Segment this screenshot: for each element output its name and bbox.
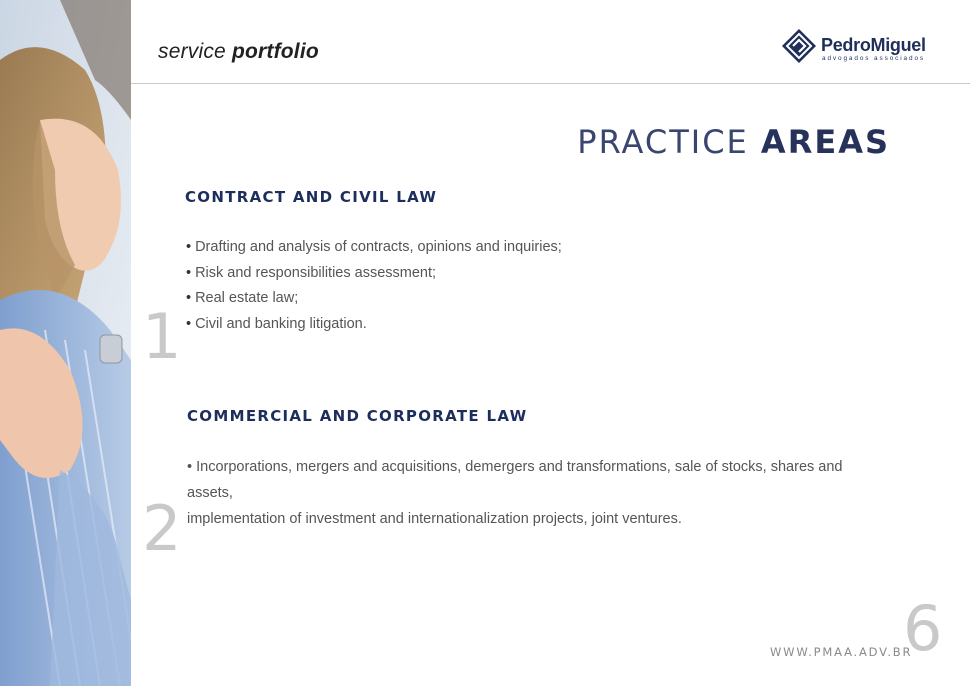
diamond-logo-icon [781, 28, 817, 64]
section-paragraph [187, 454, 887, 532]
website-url: WWW.PMAA.ADV.BR [770, 645, 913, 659]
cover-photo [0, 0, 131, 686]
section-title: CONTRACT AND CIVIL LAW [185, 188, 438, 206]
list-item: • Civil and banking litigation. [186, 315, 367, 332]
list-item: • Real estate law; [186, 290, 299, 306]
header-title [158, 40, 319, 64]
page-heading [577, 123, 890, 161]
list-item: • Risk and responsibilities assessment; [186, 264, 437, 281]
section-bullet-list [186, 235, 562, 337]
list-item: • Drafting and analysis of contracts, opinions and inquiries; [186, 239, 562, 255]
paragraph-line: • Incorporations, mergers and acquisitions, demergers and transformations, sale of stocks, shares and assets, [187, 459, 843, 501]
header-title-light: service [158, 40, 232, 63]
header-title-bold: portfolio [231, 40, 319, 63]
page-heading-light: PRACTICE [577, 123, 761, 161]
section-title: COMMERCIAL AND CORPORATE LAW [187, 407, 528, 425]
logo-subtitle: advogados associados [822, 55, 926, 62]
page-number: 6 [903, 592, 943, 665]
logo-name: PedroMiguel [821, 35, 926, 55]
section-number: 1 [142, 300, 182, 373]
page-heading-bold: AREAS [760, 123, 890, 161]
paragraph-line: implementation of investment and internationalization projects, joint ventures. [187, 511, 682, 527]
section-number: 2 [142, 492, 182, 565]
header-divider [131, 83, 970, 84]
company-logo [781, 28, 936, 66]
